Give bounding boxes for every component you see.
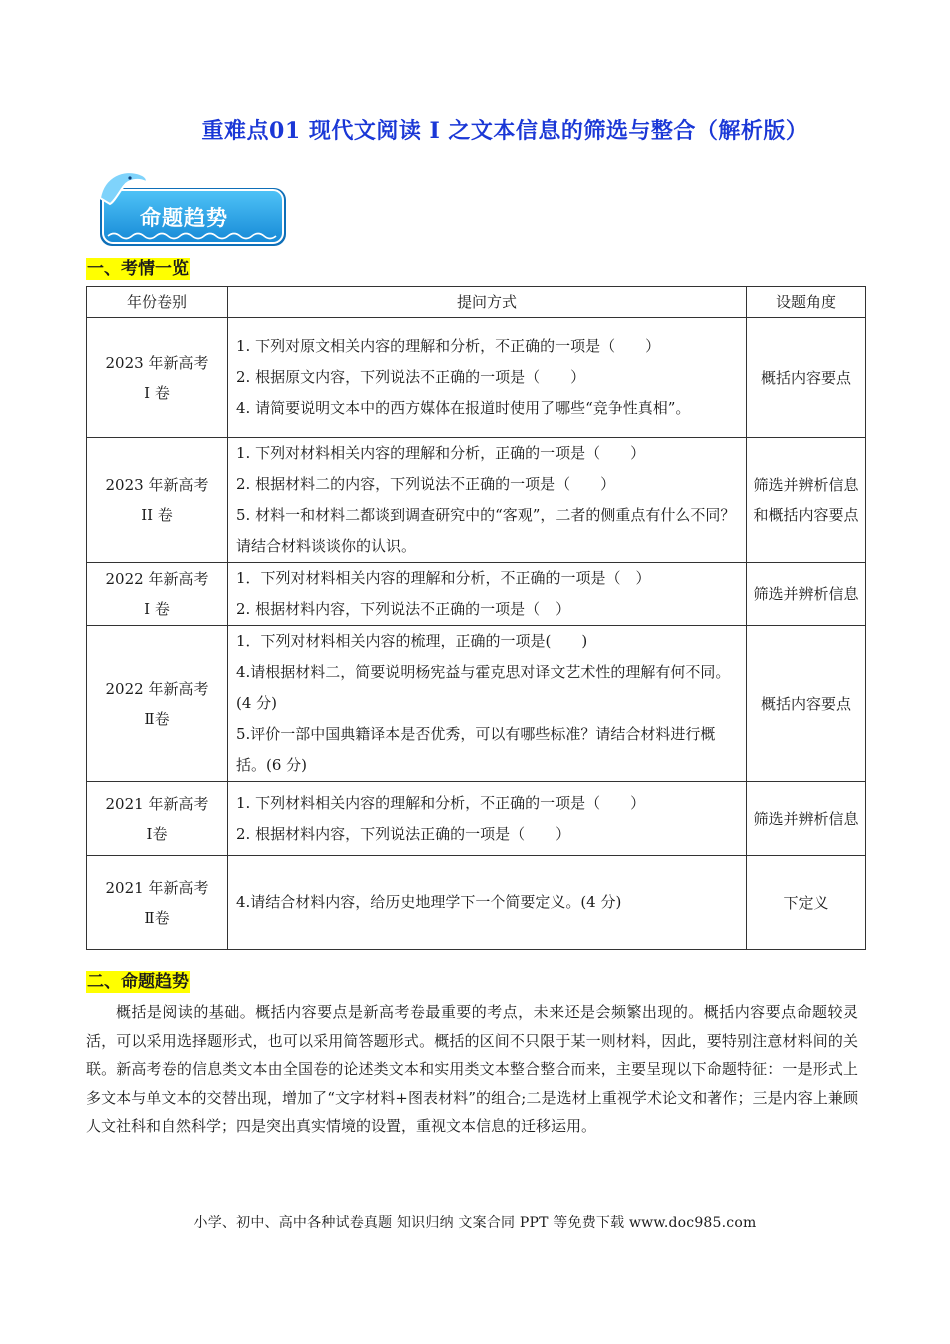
question-cell: 4.请结合材料内容，给历史地理学下一个简要定义。(4 分) xyxy=(228,856,747,950)
table-row xyxy=(87,563,866,626)
table-row xyxy=(87,782,866,856)
year-cell: 2021 年新高考 Ⅱ卷 xyxy=(87,856,228,950)
exam-overview-table xyxy=(86,286,866,950)
year-cell: 2023 年新高考 I 卷 xyxy=(87,318,228,438)
table-row xyxy=(87,626,866,782)
angle-cell: 概括内容要点 xyxy=(747,626,866,782)
angle-cell: 筛选并辨析信息 xyxy=(747,563,866,626)
trend-paragraph: 概括是阅读的基础。概括内容要点是新高考卷最重要的考点，未来还是会频繁出现的。概括内容要点命题较灵活，可以采用选择题形式，也可以采用简答题形式。概括的区间不只限于某一则材料，因此，要特别注意材料间的关联。新高考卷的信息类文本由全国卷的论述类文本和实用类文本整合整合而来，主要呈现以下命题特征：一是形式上多文本与单文本的交替出现，增加了“文字材料+图表材料”的组合;二是选材上重视学术论文和著作；三是内容上兼顾人文社科和自然科学；四是突出真实情境的设置，重视文本信息的迁移运用。 xyxy=(86,1003,858,1135)
page-title: 重难点01 现代文阅读 I 之文本信息的筛选与整合（解析版） xyxy=(201,118,809,144)
question-cell: 1. 下列对材料相关内容的理解和分析，正确的一项是（ ） 2. 根据材料二的内容，下列说法不正确的一项是（ ） 5. 材料一和材料二都谈到调查研究中的“客观”，二者的侧重点有什么不同？请结合材料谈谈你的认识。 xyxy=(228,438,747,563)
question-cell: 1．下列对材料相关内容的梳理，正确的一项是( ) 4.请根据材料二，简要说明杨宪益与霍克思对译文艺术性的理解有何不同。(4 分) 5.评价一部中国典籍译本是否优秀，可以有哪些标准？请结合材料进行概括。(6 分) xyxy=(228,626,747,782)
year-cell: 2023 年新高考 II 卷 xyxy=(87,438,228,563)
year-cell: 2022 年新高考 I 卷 xyxy=(87,563,228,626)
footer-text: 小学、初中、高中各种试卷真题 知识归纳 文案合同 PPT 等免费下载 www.doc985.com xyxy=(193,1215,757,1231)
table-header-row xyxy=(87,287,866,318)
angle-cell: 下定义 xyxy=(747,856,866,950)
section-heading-exam-overview: 一、考情一览 xyxy=(87,259,189,279)
question-cell: 1. 下列材料相关内容的理解和分析，不正确的一项是（ ） 2. 根据材料内容，下列说法正确的一项是（ ） xyxy=(228,782,747,856)
badge-label: 命题趋势 xyxy=(140,206,228,230)
table-row xyxy=(87,438,866,563)
section-badge xyxy=(94,168,290,250)
section-heading-trend: 二、命题趋势 xyxy=(87,972,189,992)
column-header-question: 提问方式 xyxy=(228,287,747,318)
angle-cell: 筛选并辨析信息 xyxy=(747,782,866,856)
table-row xyxy=(87,856,866,950)
column-header-year: 年份卷别 xyxy=(87,287,228,318)
question-cell: 1. 下列对原文相关内容的理解和分析，不正确的一项是（ ） 2. 根据原文内容，下列说法不正确的一项是（ ） 4. 请简要说明文本中的西方媒体在报道时使用了哪些“竞争性真相”。 xyxy=(228,318,747,438)
question-cell: 1．下列对材料相关内容的理解和分析，不正确的一项是（ ） 2. 根据材料内容，下列说法不正确的一项是（ ） xyxy=(228,563,747,626)
year-cell: 2021 年新高考 Ⅰ卷 xyxy=(87,782,228,856)
angle-cell: 概括内容要点 xyxy=(747,318,866,438)
column-header-angle: 设题角度 xyxy=(747,287,866,318)
year-cell: 2022 年新高考 Ⅱ卷 xyxy=(87,626,228,782)
table-row xyxy=(87,318,866,438)
angle-cell: 筛选并辨析信息和概括内容要点 xyxy=(747,438,866,563)
